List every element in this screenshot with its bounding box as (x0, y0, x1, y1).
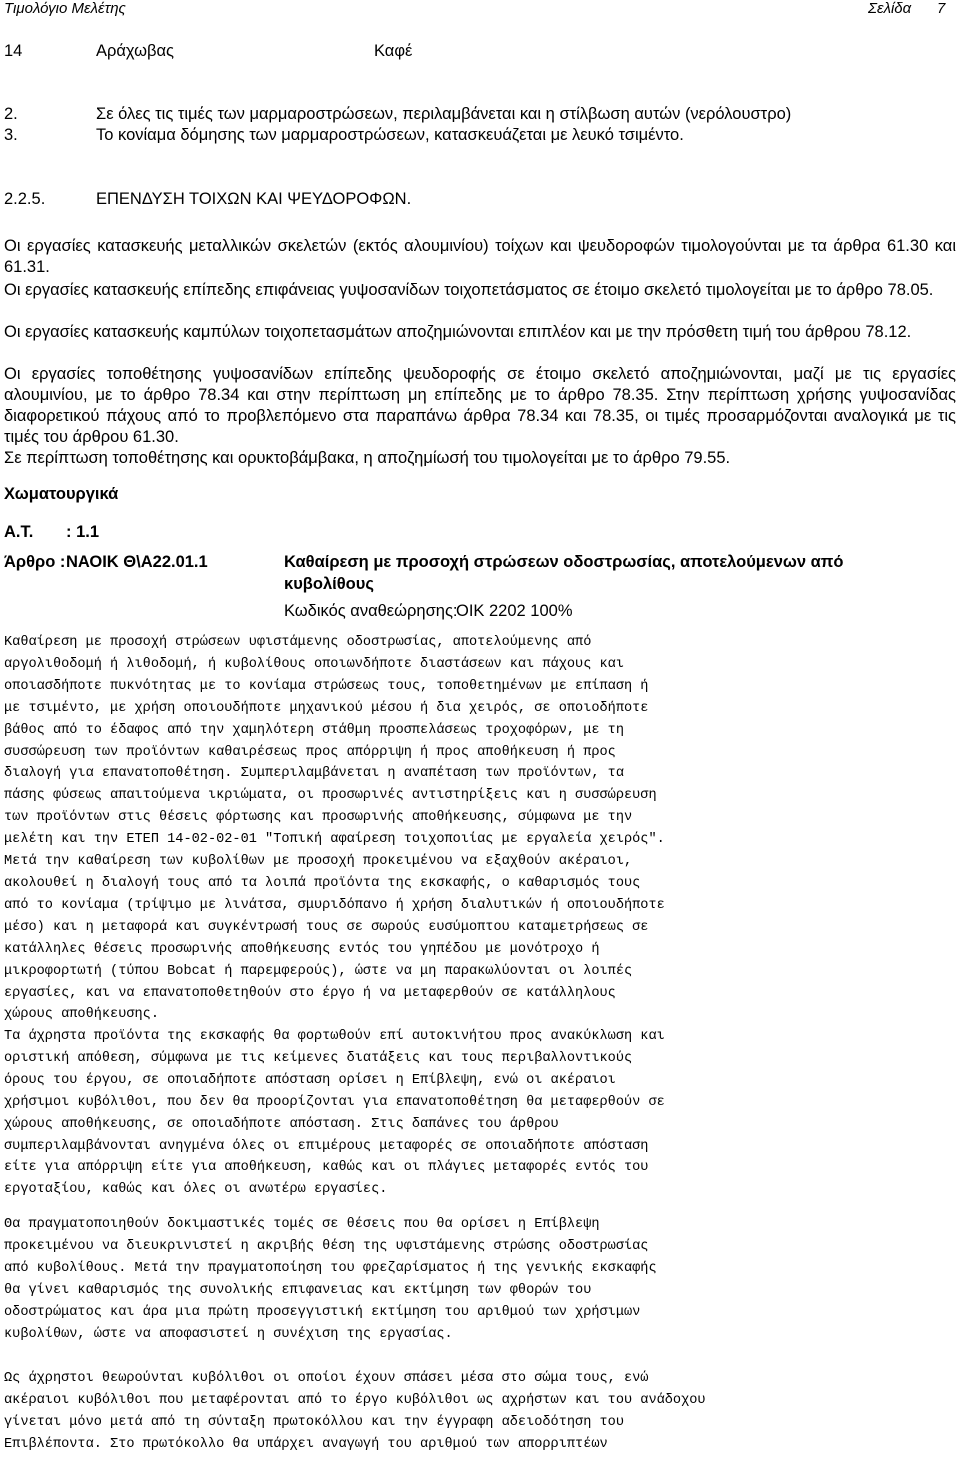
text-line: από το κονίαμα (τρίψιμο με λινάτσα, σμυριδόπανο ή χρήση διαλυτικών ή οποιουδήποτε (4, 897, 665, 913)
article-description-paragraph (4, 632, 956, 1026)
text-line: χώρους αποθήκευσης. (4, 1007, 159, 1023)
article-code-value: ΝΑΟΙΚ Θ\Α22.01.1 (66, 553, 208, 571)
page-number: 7 (937, 0, 946, 17)
text-line: βάθος από το έδαφος από την χαμηλότερη στάθμη προσπελάσεως τροχοφόρων, με τη (4, 722, 624, 738)
note-number: 3. (4, 126, 18, 144)
article-title: Καθαίρεση με προσοχή στρώσεων οδοστρωσίας, αποτελούμενων από (284, 553, 844, 571)
article-at-value: : 1.1 (66, 523, 100, 541)
text-line: Καθαίρεση με προσοχή στρώσεων υφιστάμενης οδοστρωσίας, αποτελούμενης από (4, 635, 592, 650)
text-line: κυβολίθων, ώστε να αποφασιστεί η συνέχιση της εργασίας. (4, 1326, 453, 1342)
text-line: κατάλληλες θέσεις προσωρινής αποθήκευσης εντός του γηπέδου με μονότροχο ή (4, 941, 600, 957)
article-title: κυβολίθους (284, 575, 374, 593)
text-line: χώρους αποθήκευσης, σε οποιαδήποτε απόσταση. Στις δαπάνες του άρθρου (4, 1116, 559, 1132)
page-label: Σελίδα (868, 0, 912, 17)
article-code-label: Άρθρο : (4, 553, 66, 571)
text-line: εργοταξίου, καθώς και όλες οι ανωτέρω εργασίες. (4, 1182, 388, 1198)
section-paragraph: Οι εργασίες κατασκευής επίπεδης επιφάνειας γυψοσανίδων τοιχοπετάσματος σε έτοιμο σκελετό τιμολογείται με το άρθρο 78.05. (4, 281, 934, 299)
text-line: είτε για απόρριψη είτε για αποθήκευση, καθώς και οι πλάγιες μεταφορές εντός του (4, 1160, 649, 1176)
text-line: οδοστρώματος και άρα μια πρώτη προσεγγιστική εκτίμηση του αριθμού των χρήσιμων (4, 1304, 641, 1320)
note-text: Σε όλες τις τιμές των μαρμαροστρώσεων, περιλαμβάνεται και η στίλβωση αυτών (νερόλουστρο) (96, 105, 792, 123)
text-line: χρήσιμοι κυβόλιθοι, που δεν θα προορίζονται για επανατοποθέτηση θα μεταφερθούν σε (4, 1094, 665, 1110)
item-name: Αράχωβας (96, 42, 175, 60)
text-line: διαλογή για επανατοποθέτηση. Συμπεριλαμβάνεται η αναπέταση των προϊόντων, τα (4, 766, 624, 782)
text-line: Τα άχρηστα προϊόντα της εκσκαφής θα φορτωθούν επί αυτοκινήτου προς ανακύκλωση και (4, 1029, 665, 1044)
text-line: αργολιθοδομή ή λιθοδομή, ή κυβολίθους οποιωνδήποτε διαστάσεων και πάχους και (4, 656, 624, 672)
text-line: όρους του έργου, σε οποιαδήποτε απόσταση ορίσει η Επίβλεψη, ενώ οι ακέραιοι (4, 1072, 616, 1088)
item-color: Καφέ (374, 42, 413, 60)
text-line: μικροφορτωτή (τύπου Bobcat ή παρεμφερούς), ώστε να μη παρακωλύονται οι λοιπές (4, 963, 633, 979)
text-line: ακέραιοι κυβόλιθοι που μεταφέρονται από το έργο κυβόλιθοι ως αχρήστων και του ανάδοχου (4, 1392, 706, 1408)
text-line: εργασίες, και να επανατοποθετηθούν στο έργο ή να μεταφερθούν σε κατάλληλους (4, 985, 616, 1001)
text-line: οποιασδήποτε πυκνότητας με το κονίαμα στρώσεως τους, τοποθετημένων με επίπαση ή (4, 678, 649, 694)
text-line: πάσης φύσεως απαιτούμενα ικριώματα, οι προσωρινές αντιστηρίξεις και η συσσώρευση (4, 788, 657, 804)
article-description-paragraph (4, 1026, 956, 1201)
text-line: ακολουθεί η διαλογή τους από τα λοιπά προϊόντα της εκσκαφής, ο καθαρισμός τους (4, 875, 641, 891)
revision-code-label: Κωδικός αναθεώρησης: (284, 602, 458, 620)
text-line: μελέτη και την ΕΤΕΠ 14-02-02-01 "Τοπική αφαίρεση τοιχοποιίας με εργαλεία χειρός". (4, 832, 665, 848)
text-line: Μετά την καθαίρεση των κυβολίθων με προσοχή προκειμένου να εξαχθούν ακέραιοι, (4, 854, 633, 870)
article-at-label: Α.Τ. (4, 523, 34, 541)
text-line: των προϊόντων στις θέσεις φόρτωσης και προσωρινής αποθήκευσης, σύμφωνα με την (4, 810, 633, 826)
text-line: από κυβολίθους. Μετά την πραγματοποίηση του φρεζαρίσματος ή της γενικής εκσκαφής (4, 1260, 657, 1276)
article-description-paragraph (4, 1368, 956, 1456)
section-paragraph: Οι εργασίες κατασκευής μεταλλικών σκελετών (εκτός αλουμινίου) τοίχων και ψευδοροφών τιμολογούνται με τα άρθρα 61.30 και 61.31. (4, 237, 956, 276)
revision-code-value: ΟΙΚ 2202 100% (456, 602, 573, 620)
text-line: γίνεται μόνο μετά από τη σύνταξη πρωτοκόλλου και την έγγραφη αδειοδότηση του (4, 1414, 624, 1430)
text-line: με τσιμέντο, με χρήση οποιουδήποτε μηχανικού μέσου ή δια χειρός, σε οποιοδήποτε (4, 700, 649, 716)
note-text: Το κονίαμα δόμησης των μαρμαροστρώσεων, κατασκευάζεται με λευκό τσιμέντο. (96, 126, 684, 144)
text-line: Θα πραγματοποιηθούν δοκιμαστικές τομές σε θέσεις που θα ορίσει η Επίβλεψη (4, 1217, 600, 1232)
text-line: συσσώρευση των προϊόντων καθαιρέσεως προς απόρριψη ή προς αποθήκευση ή προς (4, 744, 616, 760)
text-line: συμπεριλαμβάνονται ανηγμένα όλες οι επιμέρους μεταφορές σε οποιαδήποτε απόσταση (4, 1138, 649, 1154)
text-line: Επιβλέποντα. Στο πρωτόκολλο θα υπάρχει αναγωγή του αριθμού των απορριπτέων (4, 1436, 608, 1452)
text-line: προκειμένου να διευκρινιστεί η ακριβής θέση της υφιστάμενης στρώσης οδοστρωσίας (4, 1238, 649, 1254)
text-line: θα γίνει καθαρισμός της συνολικής επιφανειας και εκτίμηση των φθορών του (4, 1282, 592, 1298)
article-description-paragraph (4, 1214, 956, 1345)
chapter-heading: Χωματουργικά (4, 485, 119, 503)
note-number: 2. (4, 105, 18, 123)
section-paragraph: Οι εργασίες τοποθέτησης γυψοσανίδων επίπεδης ψευδοροφής σε έτοιμο σκελετό αποζημιώνονται, μαζί με τις εργασίες αλουμινίου, με το άρθρο 78.34 και στην περίπτωση μη επίπεδης με το άρθρο 78.35. Στην περίπτωση χρήσης γυψοσανίδας διαφορετικού πάχους από το προβλεπόμενο στα παραπάνω άρθρα 78.34 και 78.35, οι τιμές προσαρμόζονται αναλογικά με τις τιμές του άρθρου 61.30. (4, 365, 956, 446)
text-line: Ως άχρηστοι θεωρούνται κυβόλιθοι οι οποίοι έχουν σπάσει μέσα στο σώμα τους, ενώ (4, 1371, 649, 1386)
text-line: οριστική απόθεση, σύμφωνα με τις κείμενες διατάξεις και τους περιβαλλοντικούς (4, 1050, 633, 1066)
text-line: μέσο) και η μεταφορά και συγκέντρωσή τους σε σωρούς ευσύμοπτου καταμετρήσεως σε (4, 919, 649, 935)
item-number: 14 (4, 42, 23, 60)
section-number: 2.2.5. (4, 190, 46, 208)
section-title: ΕΠΕΝΔΥΣΗ ΤΟΙΧΩΝ ΚΑΙ ΨΕΥΔΟΡΟΦΩΝ. (96, 190, 412, 208)
section-paragraph: Σε περίπτωση τοποθέτησης και ορυκτοβάμβακα, η αποζημίωσή του τιμολογείται με το άρθρο 79.55. (4, 449, 731, 467)
section-paragraph: Οι εργασίες κατασκευής καμπύλων τοιχοπετασμάτων αποζημιώνονται επιπλέον και με την πρόσθετη τιμή του άρθρου 78.12. (4, 323, 912, 341)
document-title: Τιμολόγιο Μελέτης (4, 0, 126, 17)
